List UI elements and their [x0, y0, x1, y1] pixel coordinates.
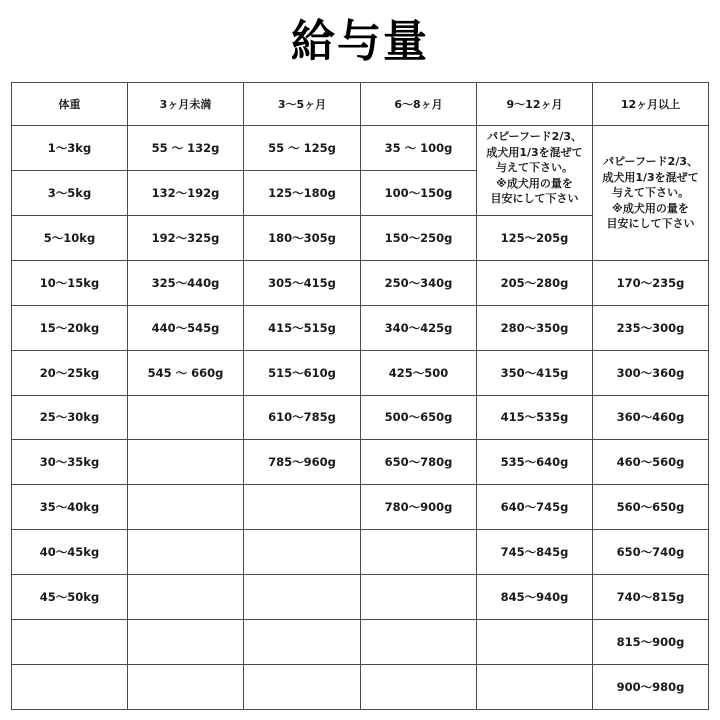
- table-cell: 280〜350g: [477, 305, 593, 350]
- table-cell: 415〜535g: [477, 395, 593, 440]
- table-cell: [244, 620, 361, 665]
- table-row: [12, 305, 709, 350]
- table-cell: 815〜900g: [593, 620, 709, 665]
- table-cell: [477, 620, 593, 665]
- table-row: [12, 440, 709, 485]
- table-cell: 460〜560g: [593, 440, 709, 485]
- table-cell: 170〜235g: [593, 260, 709, 305]
- header-weight: 体重: [12, 83, 128, 126]
- table-cell: 55 〜 125g: [244, 126, 361, 171]
- table-cell: 250〜340g: [361, 260, 477, 305]
- table-cell: [361, 665, 477, 710]
- table-cell: 740〜815g: [593, 575, 709, 620]
- table-cell: 650〜740g: [593, 530, 709, 575]
- weight-cell: 35〜40kg: [12, 485, 128, 530]
- table-cell: [361, 575, 477, 620]
- header-6-8-months: 6〜8ヶ月: [361, 83, 477, 126]
- weight-cell: 1〜3kg: [12, 126, 128, 171]
- table-cell: 300〜360g: [593, 350, 709, 395]
- weight-cell: [12, 620, 128, 665]
- weight-cell: 40〜45kg: [12, 530, 128, 575]
- table-cell: 780〜900g: [361, 485, 477, 530]
- mixing-note-9-12-months: パピーフード2/3、 成犬用1/3を混ぜて 与えて下さい。 ※成犬用の量を 目安にして下さい: [477, 126, 593, 216]
- table-cell: [244, 575, 361, 620]
- table-cell: 55 〜 132g: [128, 126, 244, 171]
- table-cell: [361, 620, 477, 665]
- weight-cell: 3〜5kg: [12, 170, 128, 215]
- table-row: [12, 575, 709, 620]
- weight-cell: [12, 665, 128, 710]
- table-cell: 100〜150g: [361, 170, 477, 215]
- table-row: [12, 395, 709, 440]
- table-cell: 425〜500: [361, 350, 477, 395]
- table-cell: 745〜845g: [477, 530, 593, 575]
- table-cell: [128, 440, 244, 485]
- table-cell: [128, 485, 244, 530]
- table-cell: [361, 530, 477, 575]
- header-under-3-months: 3ヶ月未満: [128, 83, 244, 126]
- table-row: [12, 126, 709, 171]
- table-cell: 650〜780g: [361, 440, 477, 485]
- mixing-note-12-plus-months: パピーフード2/3、 成犬用1/3を混ぜて 与えて下さい。 ※成犬用の量を 目安にして下さい: [593, 126, 709, 261]
- header-9-12-months: 9〜12ヶ月: [477, 83, 593, 126]
- table-cell: [128, 395, 244, 440]
- weight-cell: 45〜50kg: [12, 575, 128, 620]
- table-cell: [244, 530, 361, 575]
- table-cell: 340〜425g: [361, 305, 477, 350]
- weight-cell: 5〜10kg: [12, 215, 128, 260]
- table-cell: 415〜515g: [244, 305, 361, 350]
- table-cell: 535〜640g: [477, 440, 593, 485]
- table-cell: [128, 575, 244, 620]
- feeding-amount-table: [11, 82, 709, 710]
- table-cell: [477, 665, 593, 710]
- weight-cell: 15〜20kg: [12, 305, 128, 350]
- weight-cell: 10〜15kg: [12, 260, 128, 305]
- table-cell: 350〜415g: [477, 350, 593, 395]
- table-cell: 35 〜 100g: [361, 126, 477, 171]
- table-row: [12, 350, 709, 395]
- table-cell: 900〜980g: [593, 665, 709, 710]
- table-cell: 560〜650g: [593, 485, 709, 530]
- table-cell: 192〜325g: [128, 215, 244, 260]
- table-cell: 440〜545g: [128, 305, 244, 350]
- table-row: [12, 530, 709, 575]
- header-row: [12, 83, 709, 126]
- table-cell: 515〜610g: [244, 350, 361, 395]
- table-row: [12, 665, 709, 710]
- table-cell: [128, 530, 244, 575]
- table-row: [12, 485, 709, 530]
- table-cell: 125〜180g: [244, 170, 361, 215]
- table-cell: 360〜460g: [593, 395, 709, 440]
- header-3-5-months: 3〜5ヶ月: [244, 83, 361, 126]
- table-cell: 205〜280g: [477, 260, 593, 305]
- table-cell: 180〜305g: [244, 215, 361, 260]
- weight-cell: 20〜25kg: [12, 350, 128, 395]
- table-cell: 125〜205g: [477, 215, 593, 260]
- table-cell: 305〜415g: [244, 260, 361, 305]
- table-cell: 545 〜 660g: [128, 350, 244, 395]
- page-title: 給与量: [291, 16, 429, 67]
- weight-cell: 30〜35kg: [12, 440, 128, 485]
- table-row: [12, 620, 709, 665]
- table-row: [12, 260, 709, 305]
- table-cell: 845〜940g: [477, 575, 593, 620]
- weight-cell: 25〜30kg: [12, 395, 128, 440]
- table-cell: 235〜300g: [593, 305, 709, 350]
- table-cell: [244, 665, 361, 710]
- table-cell: 640〜745g: [477, 485, 593, 530]
- table-cell: 610〜785g: [244, 395, 361, 440]
- table-cell: 150〜250g: [361, 215, 477, 260]
- header-12-plus-months: 12ヶ月以上: [593, 83, 709, 126]
- table-cell: 785〜960g: [244, 440, 361, 485]
- table-cell: 132〜192g: [128, 170, 244, 215]
- table-cell: 500〜650g: [361, 395, 477, 440]
- table-cell: 325〜440g: [128, 260, 244, 305]
- table-cell: [128, 665, 244, 710]
- table-cell: [244, 485, 361, 530]
- table-cell: [128, 620, 244, 665]
